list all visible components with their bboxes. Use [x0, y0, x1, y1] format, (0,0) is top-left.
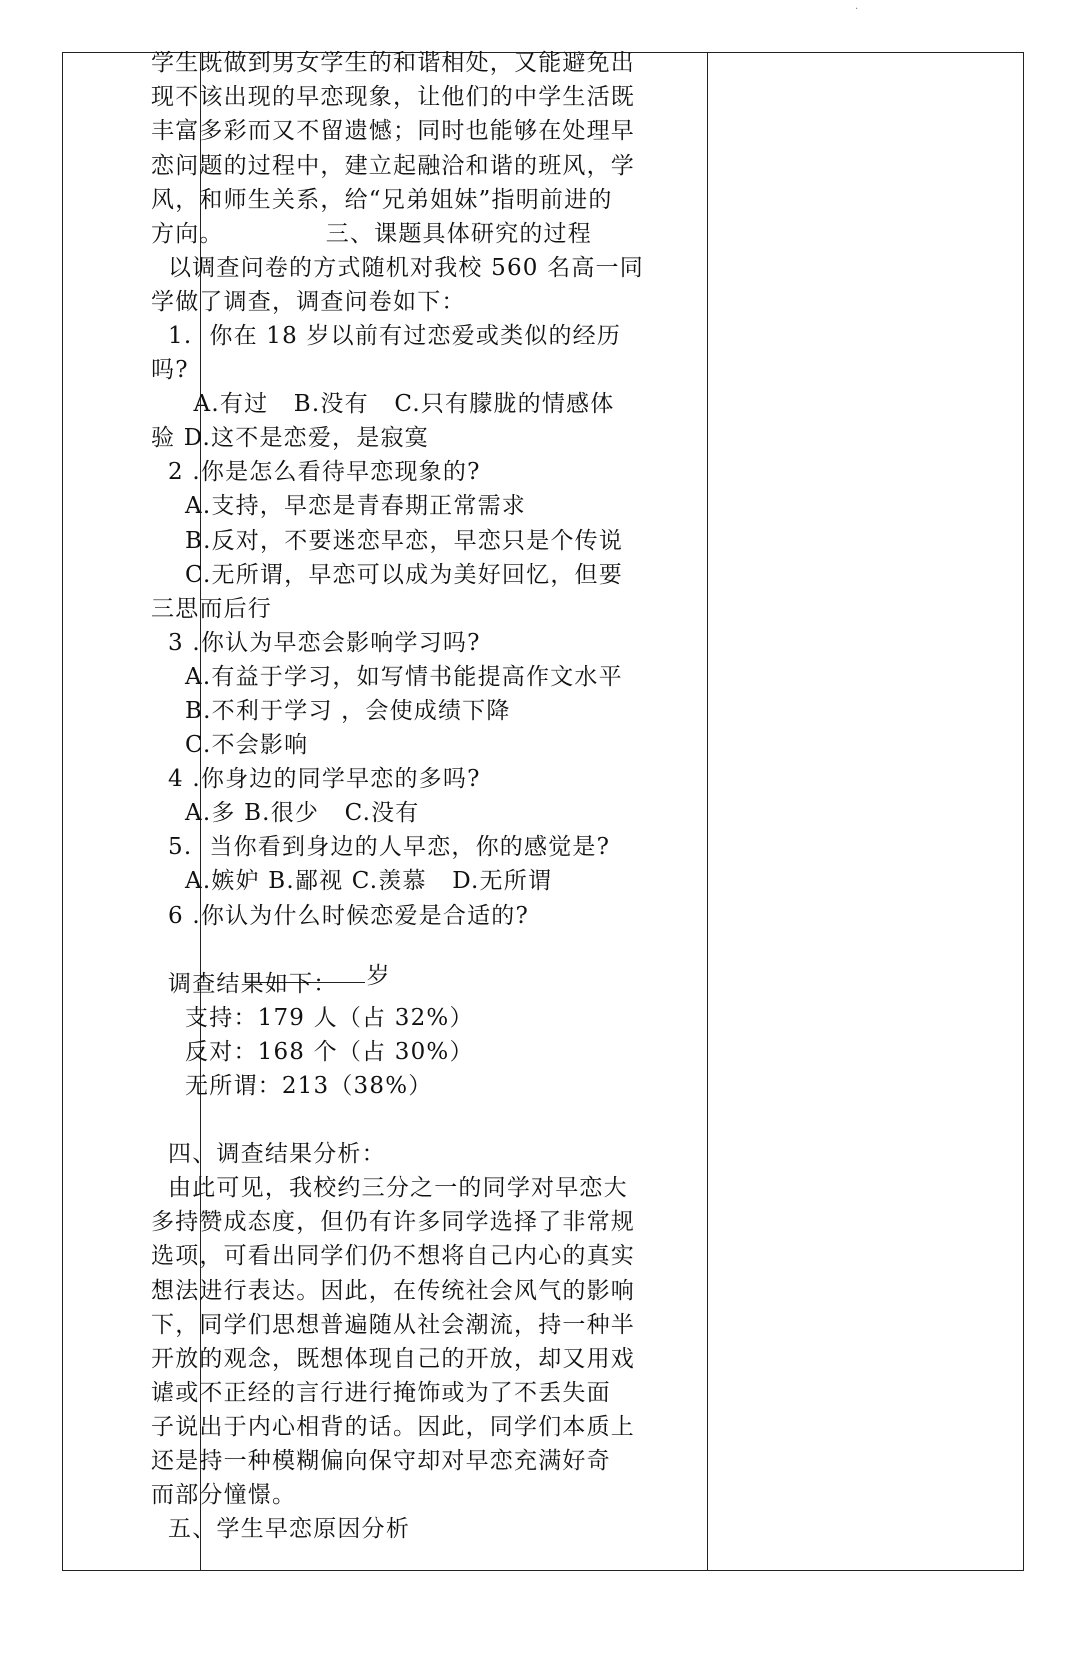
text-line: 学生既做到男女学生的和谐相处，又能避免出: [151, 50, 635, 76]
text-line: 风，和师生关系，给“兄弟姐妹”指明前进的: [151, 187, 613, 213]
text-line: 丰富多彩而又不留遗憾；同时也能够在处理早: [151, 118, 635, 144]
text-line: 四、调查结果分析：: [151, 1141, 386, 1167]
text-line: 3 .你认为早恋会影响学习吗?: [151, 630, 481, 656]
text-line: 想法进行表达。因此，在传统社会风气的影响: [151, 1278, 635, 1304]
text-line: 1. 你在 18 岁以前有过恋爱或类似的经历: [151, 323, 622, 349]
text-line: 三思而后行: [151, 596, 272, 622]
text-line: C.不会影响: [151, 732, 309, 758]
text-line: A.嫉妒 B.鄙视 C.羡慕 D.无所谓: [151, 868, 553, 894]
text-line: 开放的观念，既想体现自己的开放，却又用戏: [151, 1346, 635, 1372]
text-line: 方向。 三、课题具体研究的过程: [151, 221, 592, 247]
right-empty-cell: [708, 53, 1024, 1571]
text-line: 五、学生早恋原因分析: [151, 1516, 411, 1542]
text-line: 恋问题的过程中，建立起融洽和谐的班风，学: [151, 153, 635, 179]
text-line: 还是持一种模糊偏向保守却对早恋充满好奇: [151, 1448, 611, 1474]
text-line: 学做了调查，调查问卷如下：: [151, 289, 466, 315]
text-line: 吗?: [151, 357, 189, 383]
text-line: 4 .你身边的同学早恋的多吗?: [151, 766, 481, 792]
text-line: 2 .你是怎么看待早恋现象的?: [151, 459, 481, 485]
text-line: 多持赞成态度，但仍有许多同学选择了非常规: [151, 1209, 635, 1235]
scan-dot: .: [855, 1, 859, 12]
text-line: 子说出于内心相背的话。因此，同学们本质上: [151, 1414, 635, 1440]
text-line: 调查结果如下：: [151, 971, 338, 997]
text-line: 谑或不正经的言行进行掩饰或为了不丢失面: [151, 1380, 611, 1406]
text-line: 而部分憧憬。: [151, 1482, 297, 1508]
text-line: B.不利于学习 ，会使成绩下降: [151, 698, 511, 724]
q6-unit: 岁: [366, 963, 391, 989]
text-line: A.有过 B.没有 C.只有朦胧的情感体: [151, 391, 615, 417]
text-line: 下，同学们思想普遍随从社会潮流，持一种半: [151, 1312, 635, 1338]
text-line: 现不该出现的早恋现象，让他们的中学生活既: [151, 84, 635, 110]
text-line: 反对：168 个（占 30%）: [151, 1039, 474, 1065]
text-line: 支持：179 人（占 32%）: [151, 1005, 474, 1031]
text-line: C.无所谓，早恋可以成为美好回忆，但要: [151, 562, 623, 588]
text-line: 5. 当你看到身边的人早恋，你的感觉是?: [151, 834, 611, 860]
text-line: B.反对，不要迷恋早恋，早恋只是个传说: [151, 528, 624, 554]
text-line: A.有益于学习，如写情书能提高作文水平: [151, 664, 623, 690]
text-line: A.支持，早恋是青春期正常需求: [151, 493, 526, 519]
text-line: 无所谓：213（38%）: [151, 1073, 433, 1099]
text-line: 由此可见，我校约三分之一的同学对早恋大: [151, 1175, 628, 1201]
text-line: A.多 B.很少 C.没有: [151, 800, 420, 826]
text-line: 以调查问卷的方式随机对我校 560 名高一同: [151, 255, 644, 281]
text-line: 选项，可看出同学们仍不想将自己内心的真实: [151, 1243, 635, 1269]
text-line: 验 D.这不是恋爱，是寂寞: [151, 425, 429, 451]
text-line: 6 .你认为什么时候恋爱是合适的?: [151, 903, 530, 929]
